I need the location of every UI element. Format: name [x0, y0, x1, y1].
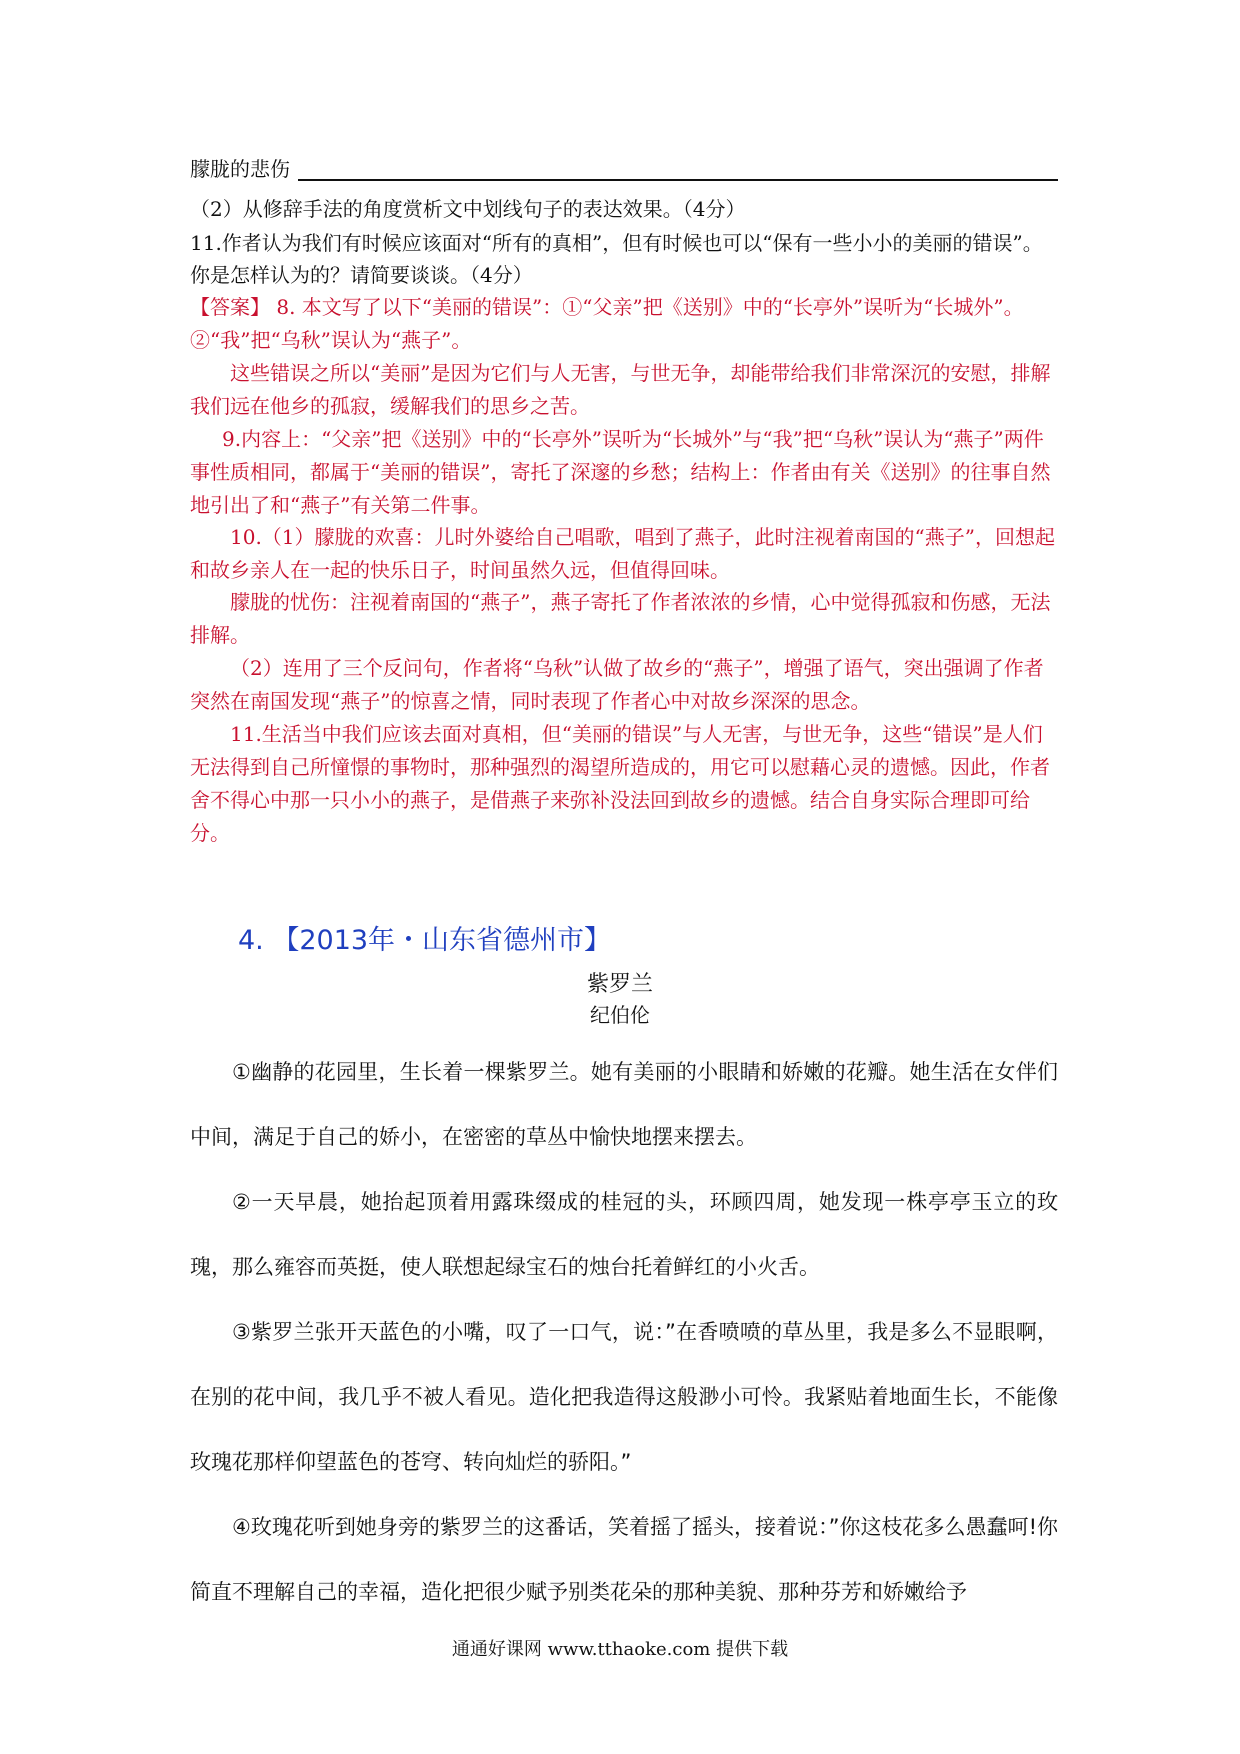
blank-label: 朦胧的悲伤 — [190, 157, 290, 181]
question-11: 11.作者认为我们有时候应该面对“所有的真相”，但有时候也可以“保有一些小小的美丽的错误”。你是怎样认为的？请简要谈谈。（4分） — [190, 231, 1043, 287]
answer-10-1-joy: 10.（1）朦胧的欢喜：儿时外婆给自己唱歌，唱到了燕子，此时注视着南国的“燕子”，回想起和故乡亲人在一起的快乐日子，时间虽然久远，但值得回味。 — [190, 525, 1055, 582]
article-paragraph-3: ③紫罗兰张开天蓝色的小嘴，叹了一口气，说：”在香喷喷的草丛里，我是多么不显眼啊，在别的花中间，我几乎不被人看见。造化把我造得这般渺小可怜。我紧贴着地面生长，不能像玫瑰花那样仰望蓝色的苍穹、转向灿烂的骄阳。” — [190, 1320, 1058, 1474]
answer-10-2: （2）连用了三个反问句，作者将“乌秋”认做了故乡的“燕子”，增强了语气，突出强调了作者突然在南国发现“燕子”的惊喜之情，同时表现了作者心中对故乡深深的思念。 — [190, 656, 1044, 713]
article-title: 紫罗兰 — [586, 972, 653, 997]
article-body — [190, 1040, 1058, 1625]
article-paragraph-2: ②一天早晨，她抬起顶着用露珠缀成的桂冠的头，环顾四周，她发现一株亭亭玉立的玫瑰，那么雍容而英挺，使人联想起绿宝石的烛台托着鲜红的小火舌。 — [190, 1190, 1058, 1279]
answer-9: 9.内容上：“父亲”把《送别》中的“长亭外”误听为“长城外”与“我”把“乌秋”误认为“燕子”两件事性质相同，都属于“美丽的错误”，寄托了深邃的乡愁；结构上：作者由有关《送别》的往事自然地引出了和“燕子”有关第二件事。 — [190, 427, 1051, 517]
article-paragraph-4: ④玫瑰花听到她身旁的紫罗兰的这番话，笑着摇了摇头，接着说：”你这枝花多么愚蠢呵!你简直不理解自己的幸福，造化把很少赋予别类花朵的那种美貌、那种芬芳和娇嫩给予 — [190, 1515, 1058, 1604]
answer-8 — [190, 291, 1058, 357]
answer-11: 11.生活当中我们应该去面对真相，但“美丽的错误”与人无害，与世无争，这些“错误”是人们无法得到自己所憧憬的事物时，那种强烈的渴望所造成的，用它可以慰藉心灵的遗憾。因此，作者舍不得心中那一只小小的燕子，是借燕子来弥补没法回到故乡的遗憾。结合自身实际合理即可给分。 — [190, 722, 1050, 845]
answer-8-explanation: 这些错误之所以“美丽”是因为它们与人无害，与世无争，却能带给我们非常深沉的安慰，排解我们远在他乡的孤寂，缓解我们的思乡之苦。 — [190, 361, 1051, 418]
page-footer: 通通好课网 www.tthaoke.com 提供下载 — [451, 1639, 789, 1660]
fill-blank-line — [190, 155, 1058, 183]
answer-underline — [298, 179, 1058, 181]
section-heading: 4. 【2013年・山东省德州市】 — [238, 925, 612, 956]
question-10-2: （2）从修辞手法的角度赏析文中划线句子的表达效果。（4分） — [190, 197, 746, 221]
article-paragraph-1: ①幽静的花园里，生长着一棵紫罗兰。她有美丽的小眼睛和娇嫩的花瓣。她生活在女伴们中间，满足于自己的娇小，在密密的草丛中愉快地摆来摆去。 — [190, 1060, 1058, 1149]
answer-8-text: 8. 本文写了以下“美丽的错误”：①“父亲”把《送别》中的“长亭外”误听为“长城外”。 ②“我”把“乌秋”误认为“燕子”。 — [190, 295, 1024, 352]
answer-10-1-sorrow: 朦胧的忧伤：注视着南国的“燕子”，燕子寄托了作者浓浓的乡情，心中觉得孤寂和伤感，无法排解。 — [190, 590, 1051, 647]
article-author: 纪伯伦 — [590, 1003, 650, 1027]
answer-head: 【答案】 — [190, 295, 270, 319]
